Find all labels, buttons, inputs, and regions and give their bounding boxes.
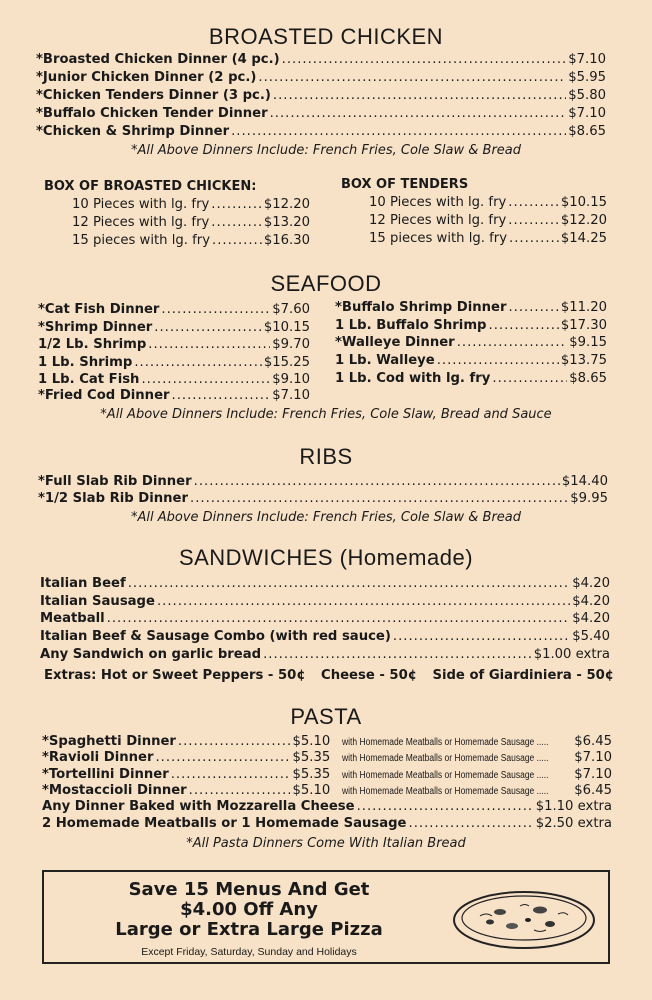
- item-name: Meatball: [40, 611, 105, 626]
- menu-item: [38, 474, 608, 489]
- promo-box: [42, 870, 610, 964]
- menu-item: [335, 335, 607, 350]
- menu-item: [335, 371, 607, 386]
- pasta-item: [42, 750, 612, 765]
- with-meatballs-text: with Homemade Meatballs or Homemade Sausage .....: [342, 770, 549, 781]
- leader-dots: [141, 372, 270, 387]
- item-price: $8.65: [569, 371, 607, 386]
- menu-item: [38, 302, 310, 317]
- item-price: $10.15: [263, 320, 310, 335]
- item-price: $7.10: [272, 388, 310, 403]
- pasta-title: PASTA: [290, 704, 362, 729]
- item-name: Italian Beef: [40, 576, 126, 591]
- leader-dots: [437, 353, 559, 368]
- ribs-note: *All Above Dinners Include: French Fries, Cole Slaw & Bread: [130, 510, 522, 525]
- item-price: $5.10: [292, 734, 331, 749]
- item-name: *Shrimp Dinner: [38, 320, 153, 335]
- item-price: $2.50 extra: [535, 816, 612, 831]
- menu-item: [38, 320, 310, 335]
- item-name: 1/2 Lb. Shrimp: [38, 337, 147, 352]
- menu-item: [38, 388, 310, 403]
- item-price: $8.65: [568, 124, 606, 139]
- promo-restriction: Except Friday, Saturday, Sunday and Holidays: [141, 946, 357, 958]
- item-price: $11.20: [560, 300, 607, 315]
- leader-dots: [393, 629, 570, 644]
- item-price: $5.95: [568, 70, 606, 85]
- menu-item: [38, 337, 310, 352]
- item-price: $9.70: [272, 337, 310, 352]
- menu-item: [36, 70, 606, 85]
- item-name: 1 Lb. Cat Fish: [38, 372, 140, 387]
- item-name: 1 Lb. Shrimp: [38, 355, 133, 370]
- promo-line-1: Save 15 Menus And Get: [128, 879, 370, 900]
- menu-item: [40, 647, 610, 662]
- item-name: *Full Slab Rib Dinner: [38, 474, 192, 489]
- with-meatballs-price: $6.45: [574, 734, 612, 749]
- menu-item: [40, 576, 610, 591]
- leader-dots: [128, 576, 571, 591]
- item-name: *Cat Fish Dinner: [38, 302, 160, 317]
- box-item: [72, 233, 310, 248]
- leader-dots: [282, 52, 567, 67]
- item-price: $5.10: [292, 783, 331, 798]
- menu-item: [40, 629, 610, 644]
- leader-dots: [409, 816, 534, 831]
- leader-dots: [107, 611, 571, 626]
- box-item: [369, 195, 607, 210]
- menu-item: [36, 124, 606, 139]
- leader-dots: [178, 734, 291, 749]
- with-meatballs-price: $7.10: [574, 767, 612, 782]
- promo-line-2: $4.00 Off Any: [180, 899, 318, 920]
- item-price: $7.10: [568, 52, 606, 67]
- leader-dots: [508, 195, 559, 210]
- item-price: $4.20: [572, 611, 610, 626]
- item-price: $10.15: [560, 195, 607, 210]
- leader-dots: [270, 106, 567, 121]
- menu-item: [40, 594, 610, 609]
- item-name: 2 Homemade Meatballs or 1 Homemade Sausage: [42, 816, 407, 831]
- leader-dots: [154, 320, 262, 335]
- extra-peppers: Extras: Hot or Sweet Peppers - 50¢: [44, 668, 306, 683]
- item-name: 12 Pieces with lg. fry: [72, 215, 210, 230]
- item-name: *1/2 Slab Rib Dinner: [38, 491, 189, 506]
- item-price: $12.20: [263, 197, 310, 212]
- leader-dots: [161, 302, 270, 317]
- item-name: 1 Lb. Walleye: [335, 353, 435, 368]
- leader-dots: [157, 594, 570, 609]
- pasta-item: [42, 783, 612, 798]
- box-item: [72, 197, 310, 212]
- item-name: Italian Beef & Sausage Combo (with red sauce): [40, 629, 391, 644]
- menu-item: [335, 353, 607, 368]
- item-name: *Broasted Chicken Dinner (4 pc.): [36, 52, 280, 67]
- promo-line-3: Large or Extra Large Pizza: [115, 919, 383, 940]
- item-name: *Ravioli Dinner: [42, 750, 154, 765]
- item-price: $5.80: [568, 88, 606, 103]
- with-meatballs-text: with Homemade Meatballs or Homemade Sausage .....: [342, 737, 549, 748]
- item-price: $1.10 extra: [535, 799, 612, 814]
- item-price: $9.15: [569, 335, 607, 350]
- item-price: $1.00 extra: [533, 647, 610, 662]
- item-name: *Tortellini Dinner: [42, 767, 169, 782]
- with-meatballs-price: $6.45: [574, 783, 612, 798]
- leader-dots: [509, 231, 559, 246]
- item-price: $9.95: [570, 491, 608, 506]
- item-name: *Fried Cod Dinner: [38, 388, 170, 403]
- leader-dots: [357, 799, 534, 814]
- item-name: 15 pieces with lg. fry: [369, 231, 508, 246]
- leader-dots: [492, 371, 567, 386]
- sandwich-extras: [44, 668, 614, 683]
- pasta-note: *All Pasta Dinners Come With Italian Bread: [186, 836, 466, 851]
- box-tenders-title: BOX OF TENDERS: [341, 177, 469, 192]
- item-price: $15.25: [263, 355, 310, 370]
- menu-item: [42, 799, 612, 814]
- broasted-note: *All Above Dinners Include: French Fries, Cole Slaw & Bread: [130, 143, 522, 158]
- menu-item: [42, 816, 612, 831]
- leader-dots: [155, 750, 290, 765]
- leader-dots: [273, 88, 566, 103]
- menu-item: [36, 52, 606, 67]
- item-name: Any Dinner Baked with Mozzarella Cheese: [42, 799, 355, 814]
- pasta-item: [42, 767, 612, 782]
- leader-dots: [134, 355, 262, 370]
- leader-dots: [194, 474, 560, 489]
- menu-item: [38, 372, 310, 387]
- item-price: $13.20: [263, 215, 310, 230]
- box-item: [369, 231, 607, 246]
- with-meatballs-text: with Homemade Meatballs or Homemade Sausage .....: [342, 753, 549, 764]
- leader-dots: [211, 197, 262, 212]
- pasta-item: [42, 734, 612, 749]
- item-name: *Chicken Tenders Dinner (3 pc.): [36, 88, 271, 103]
- extra-giardiniera: Side of Giardiniera - 50¢: [432, 668, 614, 683]
- item-name: Any Sandwich on garlic bread: [40, 647, 262, 662]
- item-name: 10 Pieces with lg. fry: [72, 197, 210, 212]
- item-name: 15 pieces with lg. fry: [72, 233, 211, 248]
- leader-dots: [508, 213, 559, 228]
- item-price: $5.35: [292, 767, 331, 782]
- menu-item: [335, 300, 607, 315]
- item-name: *Mostaccioli Dinner: [42, 783, 187, 798]
- menu-item: [38, 491, 608, 506]
- item-price: $9.10: [272, 372, 310, 387]
- leader-dots: [231, 124, 566, 139]
- item-price: $14.25: [560, 231, 607, 246]
- item-price: $5.40: [572, 629, 610, 644]
- pizza-icon: [450, 882, 598, 954]
- menu-item: [36, 88, 606, 103]
- item-price: $4.20: [572, 576, 610, 591]
- leader-dots: [258, 70, 566, 85]
- item-name: 1 Lb. Cod with lg. fry: [335, 371, 491, 386]
- broasted-title: BROASTED CHICKEN: [208, 24, 444, 49]
- item-price: $12.20: [560, 213, 607, 228]
- item-name: 10 Pieces with lg. fry: [369, 195, 507, 210]
- item-name: *Walleye Dinner: [335, 335, 455, 350]
- extra-cheese: Cheese - 50¢: [321, 668, 417, 683]
- item-price: $13.75: [560, 353, 607, 368]
- leader-dots: [263, 647, 532, 662]
- item-name: *Spaghetti Dinner: [42, 734, 176, 749]
- item-price: $5.35: [292, 750, 331, 765]
- item-name: 12 Pieces with lg. fry: [369, 213, 507, 228]
- leader-dots: [508, 300, 558, 315]
- item-price: $17.30: [560, 318, 607, 333]
- item-name: *Chicken & Shrimp Dinner: [36, 124, 230, 139]
- item-price: $7.10: [568, 106, 606, 121]
- item-name: *Buffalo Chicken Tender Dinner: [36, 106, 268, 121]
- item-name: *Buffalo Shrimp Dinner: [335, 300, 507, 315]
- menu-item: [36, 106, 606, 121]
- menu-item: [38, 355, 310, 370]
- box-item: [369, 213, 607, 228]
- leader-dots: [457, 335, 568, 350]
- box-chicken-title: BOX OF BROASTED CHICKEN:: [44, 179, 257, 194]
- leader-dots: [211, 215, 262, 230]
- item-name: Italian Sausage: [40, 594, 155, 609]
- sandwiches-title: SANDWICHES (Homemade): [178, 545, 474, 570]
- seafood-note: *All Above Dinners Include: French Fries, Cole Slaw, Bread and Sauce: [100, 407, 552, 422]
- with-meatballs-text: with Homemade Meatballs or Homemade Sausage .....: [342, 786, 549, 797]
- leader-dots: [489, 318, 559, 333]
- box-item: [72, 215, 310, 230]
- seafood-title: SEAFOOD: [270, 271, 382, 296]
- item-price: $14.40: [561, 474, 608, 489]
- promo-headline: [44, 880, 454, 940]
- with-meatballs-price: $7.10: [574, 750, 612, 765]
- item-price: $7.60: [272, 302, 310, 317]
- leader-dots: [189, 783, 291, 798]
- menu-item: [40, 611, 610, 626]
- item-price: $4.20: [572, 594, 610, 609]
- leader-dots: [190, 491, 568, 506]
- leader-dots: [148, 337, 270, 352]
- leader-dots: [172, 388, 271, 403]
- item-name: *Junior Chicken Dinner (2 pc.): [36, 70, 257, 85]
- leader-dots: [212, 233, 262, 248]
- item-name: 1 Lb. Buffalo Shrimp: [335, 318, 487, 333]
- leader-dots: [171, 767, 291, 782]
- menu-item: [335, 318, 607, 333]
- item-price: $16.30: [263, 233, 310, 248]
- ribs-title: RIBS: [299, 444, 353, 469]
